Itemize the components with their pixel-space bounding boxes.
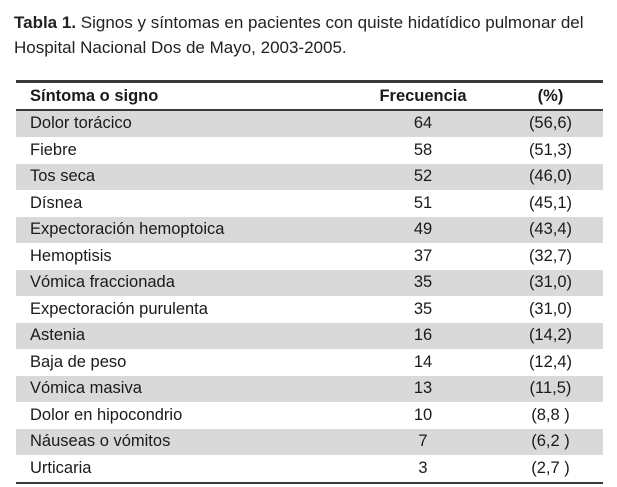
cell-percent: (45,1) xyxy=(528,193,573,212)
cell-frequency: 49 xyxy=(413,220,433,239)
table-row xyxy=(16,138,603,165)
header-symptom: Síntoma o signo xyxy=(30,86,159,105)
table-caption xyxy=(14,10,610,60)
caption-text: Signos y síntomas en pacientes con quiste hidatídico pulmonar del Hospital Nacional Dos de Mayo, 2003-2005. xyxy=(14,13,584,57)
cell-percent: (14,2) xyxy=(528,326,573,345)
cell-symptom: Dolor en hipocondrio xyxy=(30,405,183,424)
table-bottom-rule xyxy=(16,482,603,484)
cell-frequency: 14 xyxy=(413,352,433,371)
cell-percent: (2,7 ) xyxy=(531,458,570,477)
table-body xyxy=(16,111,603,482)
table-header-row xyxy=(16,83,603,109)
cell-frequency: 37 xyxy=(413,246,433,265)
cell-frequency: 64 xyxy=(413,114,433,133)
cell-frequency: 58 xyxy=(413,140,433,159)
cell-symptom: Náuseas o vómitos xyxy=(30,432,171,451)
cell-frequency: 51 xyxy=(413,193,433,212)
cell-percent: (31,0) xyxy=(528,299,573,318)
cell-frequency: 52 xyxy=(413,167,433,186)
table-row xyxy=(16,429,603,456)
table-row xyxy=(16,456,603,483)
cell-symptom: Dolor torácico xyxy=(30,114,132,133)
caption-label: Tabla 1. xyxy=(14,13,77,32)
cell-symptom: Astenia xyxy=(30,326,86,345)
table-row xyxy=(16,111,603,138)
table-row xyxy=(16,350,603,377)
cell-percent: (6,2 ) xyxy=(531,432,570,451)
cell-symptom: Dísnea xyxy=(30,193,83,212)
cell-frequency: 35 xyxy=(413,273,433,292)
cell-percent: (11,5) xyxy=(529,379,572,398)
header-percent: (%) xyxy=(537,86,564,105)
cell-symptom: Hemoptisis xyxy=(30,246,112,265)
table-row xyxy=(16,376,603,403)
table-row xyxy=(16,270,603,297)
cell-percent: (51,3) xyxy=(528,140,573,159)
cell-symptom: Urticaria xyxy=(30,458,92,477)
cell-symptom: Vómica fraccionada xyxy=(30,273,175,292)
table-row xyxy=(16,164,603,191)
cell-symptom: Vómica masiva xyxy=(30,379,142,398)
header-frequency: Frecuencia xyxy=(379,86,467,105)
cell-percent: (12,4) xyxy=(528,352,573,371)
cell-percent: (8,8 ) xyxy=(531,405,570,424)
table-row xyxy=(16,244,603,271)
cell-frequency: 10 xyxy=(413,405,433,424)
cell-percent: (43,4) xyxy=(528,220,573,239)
table-row xyxy=(16,191,603,218)
table-row xyxy=(16,323,603,350)
cell-symptom: Tos seca xyxy=(30,167,96,186)
cell-symptom: Expectoración hemoptoica xyxy=(30,220,225,239)
cell-frequency: 7 xyxy=(418,432,428,451)
cell-symptom: Baja de peso xyxy=(30,352,127,371)
table-row xyxy=(16,403,603,430)
cell-percent: (31,0) xyxy=(528,273,573,292)
cell-percent: (56,6) xyxy=(528,114,573,133)
table-row xyxy=(16,217,603,244)
cell-frequency: 35 xyxy=(413,299,433,318)
cell-percent: (32,7) xyxy=(528,246,573,265)
cell-percent: (46,0) xyxy=(528,167,573,186)
cell-symptom: Fiebre xyxy=(30,140,77,159)
cell-frequency: 16 xyxy=(413,326,433,345)
data-table xyxy=(16,80,603,484)
cell-symptom: Expectoración purulenta xyxy=(30,299,208,318)
cell-frequency: 13 xyxy=(413,379,433,398)
cell-frequency: 3 xyxy=(418,458,428,477)
table-row xyxy=(16,297,603,324)
